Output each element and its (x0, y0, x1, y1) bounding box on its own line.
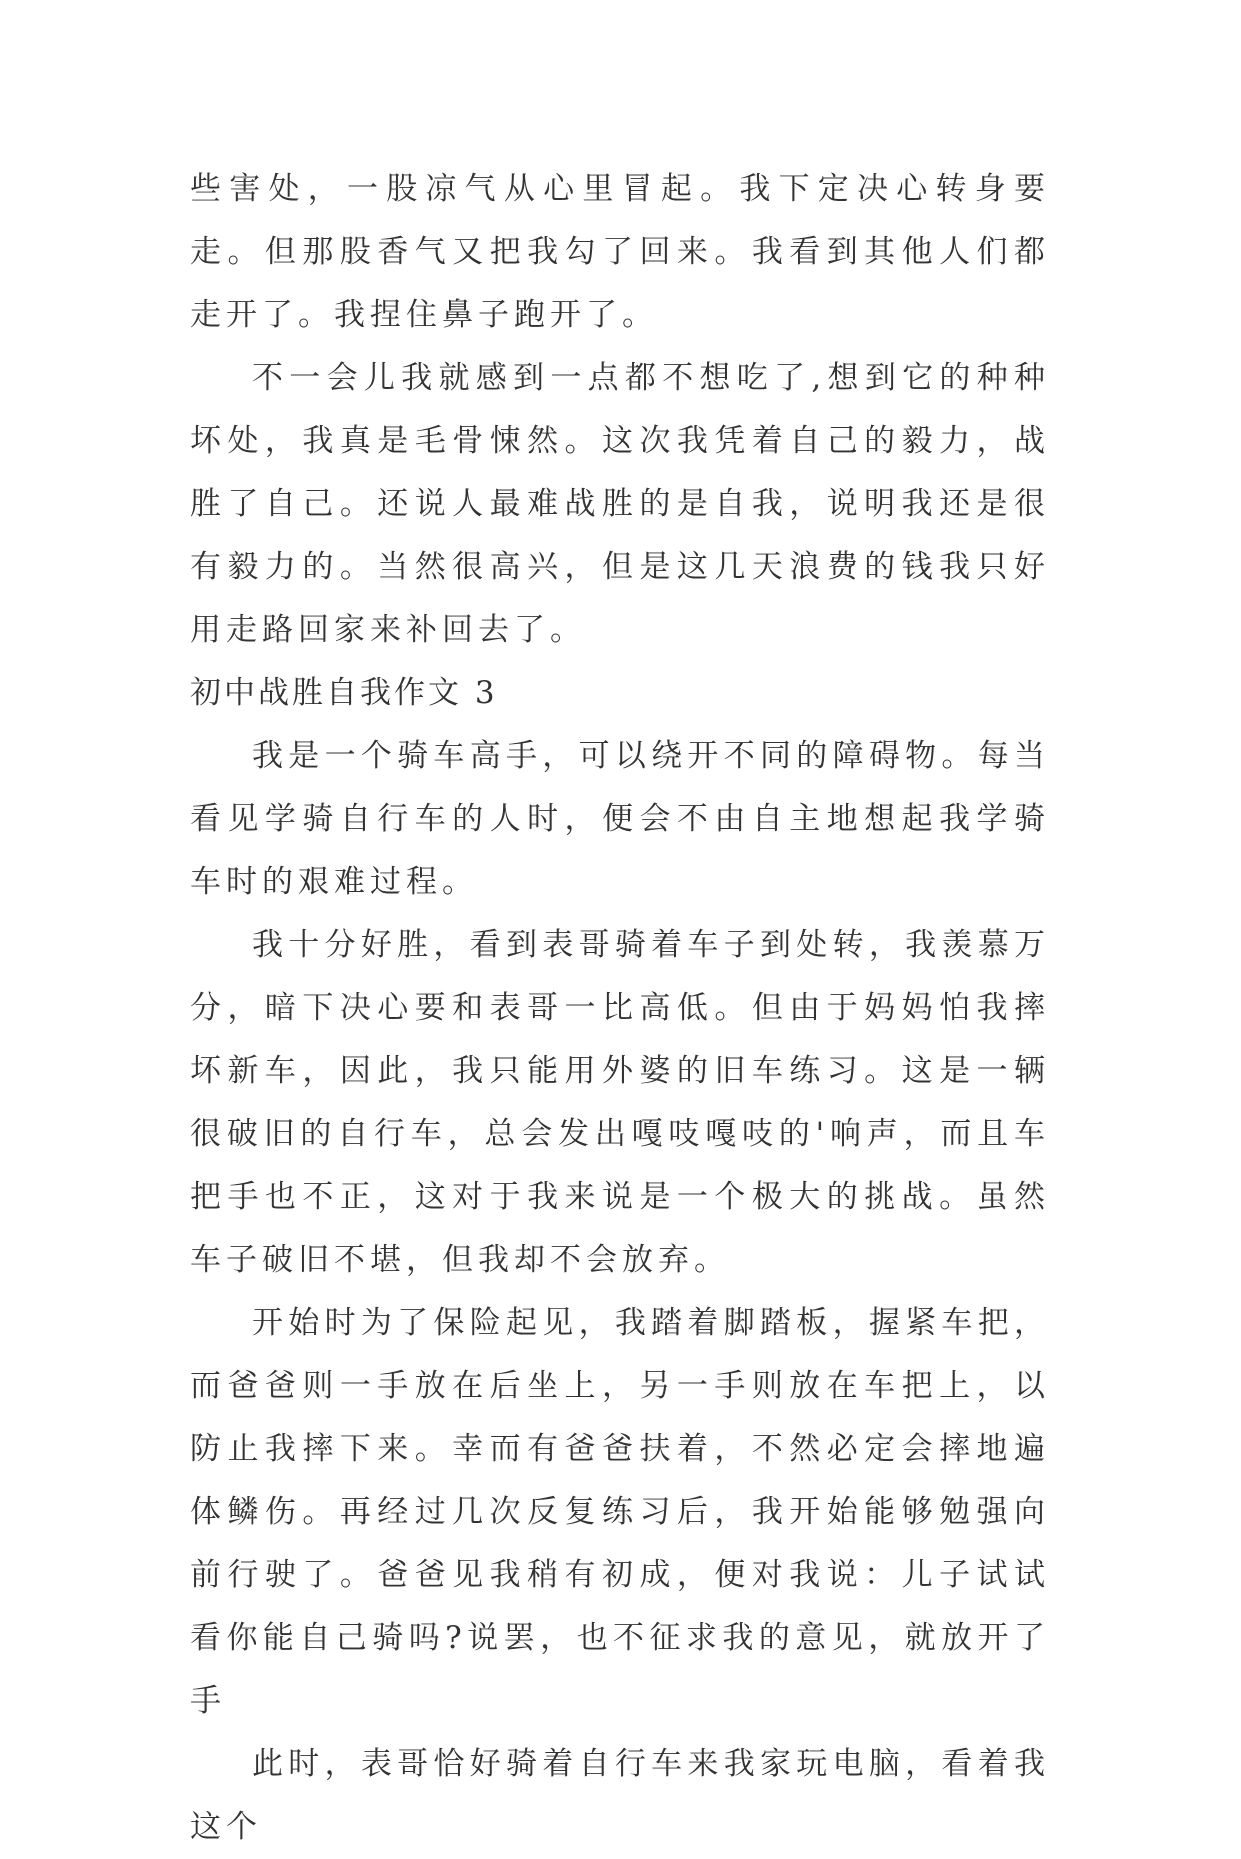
paragraph: 我十分好胜，看到表哥骑着车子到处转，我羡慕万分，暗下决心要和表哥一比高低。但由于妈妈怕我摔坏新车，因此，我只能用外婆的旧车练习。这是一辆很破旧的自行车，总会发出嘎吱嘎吱的'响声，而且车把手也不正，这对于我来说是一个极大的挑战。虽然车子破旧不堪，但我却不会放弃。 (190, 927, 1050, 1278)
paragraph: 我是一个骑车高手，可以绕开不同的障碍物。每当看见学骑自行车的人时，便会不由自主地想起我学骑车时的艰难过程。 (190, 738, 1050, 900)
paragraph-continuation: 些害处，一股凉气从心里冒起。我下定决心转身要走。但那股香气又把我勾了回来。我看到其他人们都走开了。我捏住鼻子跑开了。 (190, 171, 1050, 333)
document-body (190, 158, 1050, 1859)
paragraph: 此时，表哥恰好骑着自行车来我家玩电脑，看着我这个 (190, 1746, 1050, 1845)
section-heading: 初中战胜自我作文 3 (190, 675, 498, 711)
paragraph: 不一会儿我就感到一点都不想吃了,想到它的种种坏处，我真是毛骨悚然。这次我凭着自己的毅力，战胜了自己。还说人最难战胜的是自我，说明我还是很有毅力的。当然很高兴，但是这几天浪费的钱我只好用走路回家来补回去了。 (190, 360, 1050, 648)
paragraph: 开始时为了保险起见，我踏着脚踏板，握紧车把，而爸爸则一手放在后坐上，另一手则放在车把上，以防止我摔下来。幸而有爸爸扶着，不然必定会摔地遍体鳞伤。再经过几次反复练习后，我开始能够勉强向前行驶了。爸爸见我稍有初成，便对我说：儿子试试看你能自己骑吗?说罢，也不征求我的意见，就放开了手 (190, 1305, 1050, 1719)
